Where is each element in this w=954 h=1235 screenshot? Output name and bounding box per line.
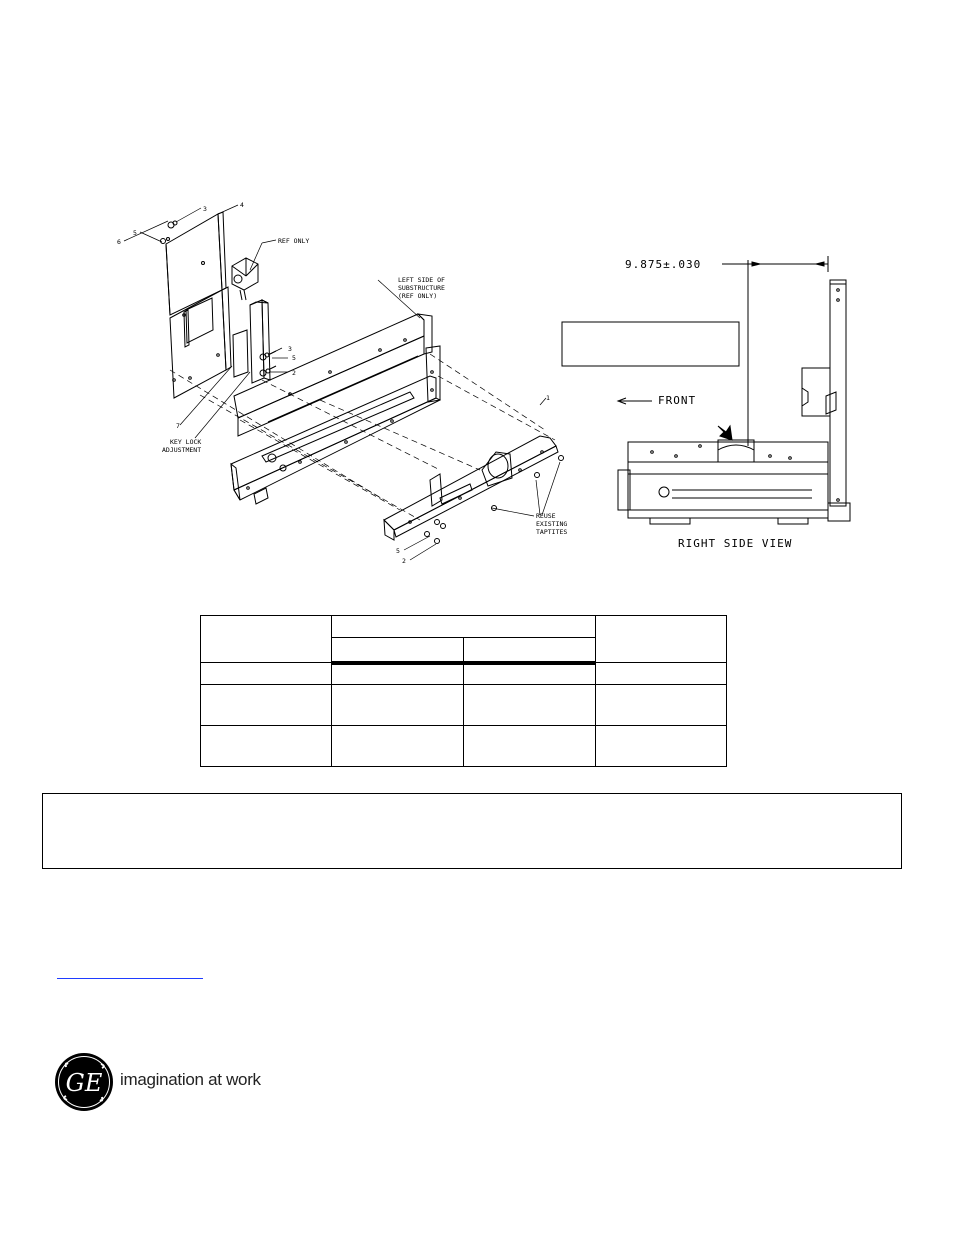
- table-header-cell: [596, 616, 727, 663]
- ge-monogram: GE: [65, 1069, 103, 1097]
- key-lock-label-line2: ADJUSTMENT: [162, 446, 202, 454]
- key-lock-panel: [170, 287, 231, 398]
- left-side-label-line1: LEFT SIDE OF: [398, 276, 445, 284]
- key-lock-label-line1: KEY LOCK: [170, 438, 202, 446]
- table-subheader-cell: [464, 638, 596, 663]
- callout-6: 6: [117, 238, 121, 246]
- front-label: FRONT: [658, 394, 697, 407]
- table-header-cell: [201, 616, 332, 663]
- callout-2-mid: 2: [292, 369, 296, 377]
- reuse-label-line3: TAPTITES: [536, 528, 568, 536]
- ge-logo: [54, 1052, 114, 1112]
- logo-tagline: imagination at work: [120, 1070, 261, 1089]
- callout-5-top: 5: [133, 229, 137, 237]
- callout-4: 4: [240, 201, 244, 209]
- lock-cylinder-ref-only: [232, 258, 258, 300]
- dimension-label: 9.875±.030: [625, 258, 702, 271]
- table-cell: [464, 726, 596, 767]
- table-cell: [332, 685, 464, 726]
- callout-3-top: 3: [203, 205, 207, 213]
- table-cell: [332, 726, 464, 767]
- table-cell: [201, 726, 332, 767]
- right-side-view-caption: RIGHT SIDE VIEW: [678, 537, 793, 550]
- left-side-label-line3: (REF ONLY): [398, 292, 438, 300]
- right-side-view-labels: [625, 258, 792, 550]
- left-side-label-line2: SUBSTRUCTURE: [398, 284, 445, 292]
- door-panel-part-4: [166, 212, 226, 315]
- hyperlink[interactable]: [57, 978, 203, 979]
- table-header-cell: [332, 616, 596, 638]
- table-cell: [332, 663, 464, 685]
- technical-drawing: [0, 0, 954, 600]
- callout-7: 7: [176, 422, 180, 430]
- callout-5-bottom: 5: [396, 547, 400, 555]
- table-cell: [596, 726, 727, 767]
- front-rail-part-1: [384, 436, 558, 540]
- spec-table: [200, 615, 727, 767]
- empty-callout-box: [562, 322, 739, 366]
- table-cell: [464, 685, 596, 726]
- reuse-label-line2: EXISTING: [536, 520, 568, 528]
- callout-5-mid: 5: [292, 354, 296, 362]
- hardware-top: [161, 221, 277, 376]
- reuse-label-line1: REUSE: [536, 512, 556, 520]
- table-cell: [596, 663, 727, 685]
- table-subheader-cell: [332, 638, 464, 663]
- table-cell: [596, 685, 727, 726]
- leader-lines: [124, 205, 560, 560]
- ref-only-label: REF ONLY: [278, 237, 310, 245]
- table-cell: [201, 685, 332, 726]
- table-cell: [201, 663, 332, 685]
- callout-1: 1: [546, 394, 550, 402]
- right-side-view: [562, 256, 850, 524]
- callout-3-mid: 3: [288, 345, 292, 353]
- alignment-lines: [170, 354, 555, 520]
- callout-2-bottom: 2: [402, 557, 406, 565]
- exploded-view-labels: [117, 201, 567, 565]
- table-cell: [464, 663, 596, 685]
- note-box: [42, 793, 902, 869]
